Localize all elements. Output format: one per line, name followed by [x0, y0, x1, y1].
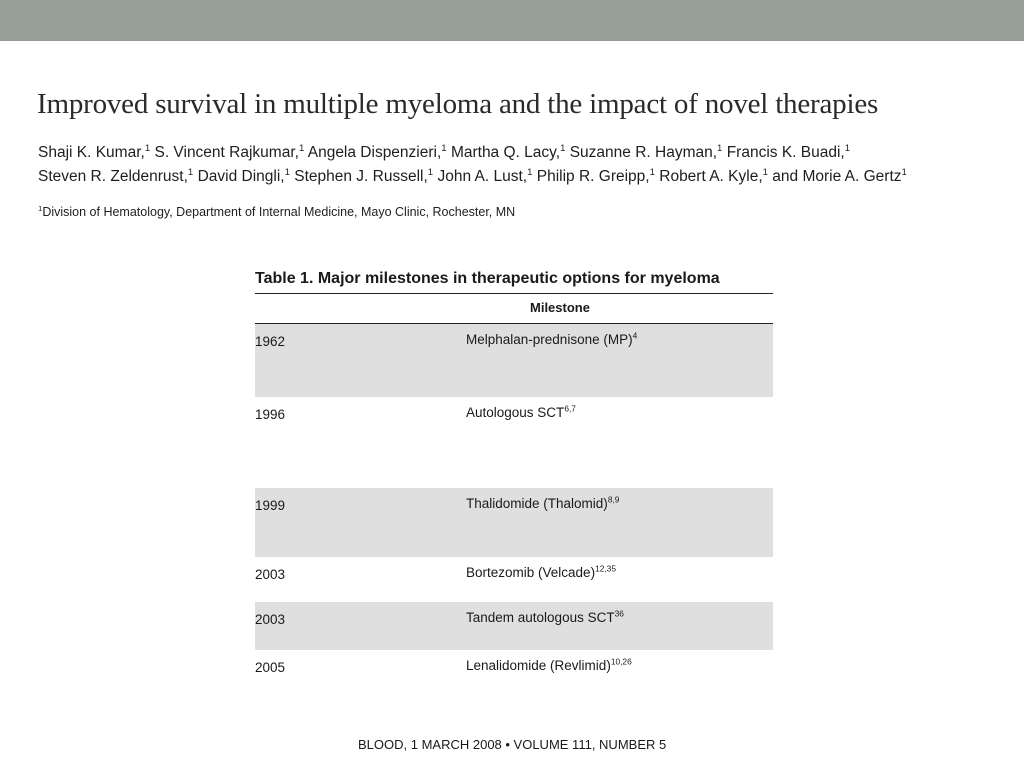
- table-body: [255, 324, 773, 698]
- slide-header-bar: [0, 0, 1024, 41]
- author-name: Philip R. Greipp,: [536, 168, 650, 185]
- milestone-cell: [466, 565, 616, 580]
- reference-marker: 12,35: [595, 563, 616, 574]
- milestone-text: Bortezomib (Velcade): [466, 565, 596, 580]
- affiliation-marker: 1: [649, 166, 655, 178]
- year-cell: 2003: [255, 567, 286, 582]
- year-cell: 1999: [255, 498, 286, 513]
- journal-citation: BLOOD, 1 MARCH 2008 • VOLUME 111, NUMBER 5: [358, 737, 667, 752]
- year-cell: 1962: [255, 334, 286, 349]
- author-name: John A. Lust,: [437, 168, 528, 185]
- milestone-cell: [466, 610, 624, 625]
- reference-marker: 8,9: [607, 494, 620, 505]
- affiliation-marker: 1: [844, 142, 851, 154]
- author-name: Suzanne R. Hayman,: [569, 144, 718, 161]
- column-header-milestone: Milestone: [530, 300, 590, 315]
- affiliation-marker: 1: [441, 142, 447, 154]
- reference-marker: 36: [614, 608, 624, 619]
- affiliation-marker: 1: [187, 166, 194, 178]
- table-row: [255, 324, 773, 397]
- table-row: [255, 397, 773, 488]
- author-line-1: [38, 141, 907, 165]
- author-name: S. Vincent Rajkumar,: [154, 144, 299, 161]
- affiliation-marker: 1: [717, 142, 723, 154]
- author-name: Martha Q. Lacy,: [450, 144, 561, 161]
- author-name: David Dingli,: [197, 168, 285, 185]
- affiliation-marker: 1: [284, 166, 290, 178]
- table-row: [255, 650, 773, 698]
- reference-marker: 10,26: [610, 656, 632, 667]
- milestone-text: Autologous SCT: [466, 405, 565, 420]
- affiliation-marker: 1: [427, 166, 434, 178]
- author-list: [38, 141, 907, 189]
- milestone-cell: [466, 658, 632, 673]
- affiliation: [38, 205, 515, 219]
- table-row: [255, 602, 773, 650]
- year-cell: 2005: [255, 660, 286, 675]
- affiliation-marker: 1: [762, 166, 768, 178]
- reference-marker: 4: [632, 330, 638, 341]
- author-name: Robert A. Kyle,: [659, 168, 763, 185]
- affiliation-marker: 1: [144, 142, 151, 154]
- affiliation-marker: 1: [527, 166, 533, 178]
- milestone-cell: [466, 332, 637, 347]
- author-name: and Morie A. Gertz: [772, 168, 902, 185]
- table-row: [255, 557, 773, 602]
- author-name: Steven R. Zeldenrust,: [38, 168, 188, 185]
- paper-title: Improved survival in multiple myeloma and the impact of novel therapies: [37, 88, 879, 120]
- milestone-text: Tandem autologous SCT: [466, 610, 615, 625]
- milestone-cell: [466, 496, 619, 511]
- table-header: [255, 294, 773, 323]
- author-name: Shaji K. Kumar,: [38, 144, 145, 161]
- table-caption: Table 1. Major milestones in therapeutic options for myeloma: [255, 270, 720, 287]
- affiliation-marker: 1: [901, 166, 907, 178]
- year-cell: 2003: [255, 612, 286, 627]
- milestone-text: Lenalidomide (Revlimid): [466, 658, 611, 673]
- affiliation-marker: 1: [38, 203, 43, 213]
- milestone-cell: [466, 405, 576, 420]
- reference-marker: 6,7: [564, 403, 576, 414]
- author-name: Angela Dispenzieri,: [307, 144, 442, 161]
- author-name: Stephen J. Russell,: [294, 168, 428, 185]
- author-name: Francis K. Buadi,: [726, 144, 845, 161]
- author-line-2: [38, 165, 907, 189]
- affiliation-text: Division of Hematology, Department of Internal Medicine, Mayo Clinic, Rochester, MN: [42, 205, 516, 219]
- milestones-table: [255, 266, 773, 698]
- year-cell: 1996: [255, 407, 286, 422]
- table-row: [255, 488, 773, 557]
- affiliation-marker: 1: [560, 142, 566, 154]
- affiliation-marker: 1: [298, 142, 305, 154]
- milestone-text: Melphalan-prednisone (MP): [466, 332, 633, 347]
- milestone-text: Thalidomide (Thalomid): [466, 496, 608, 511]
